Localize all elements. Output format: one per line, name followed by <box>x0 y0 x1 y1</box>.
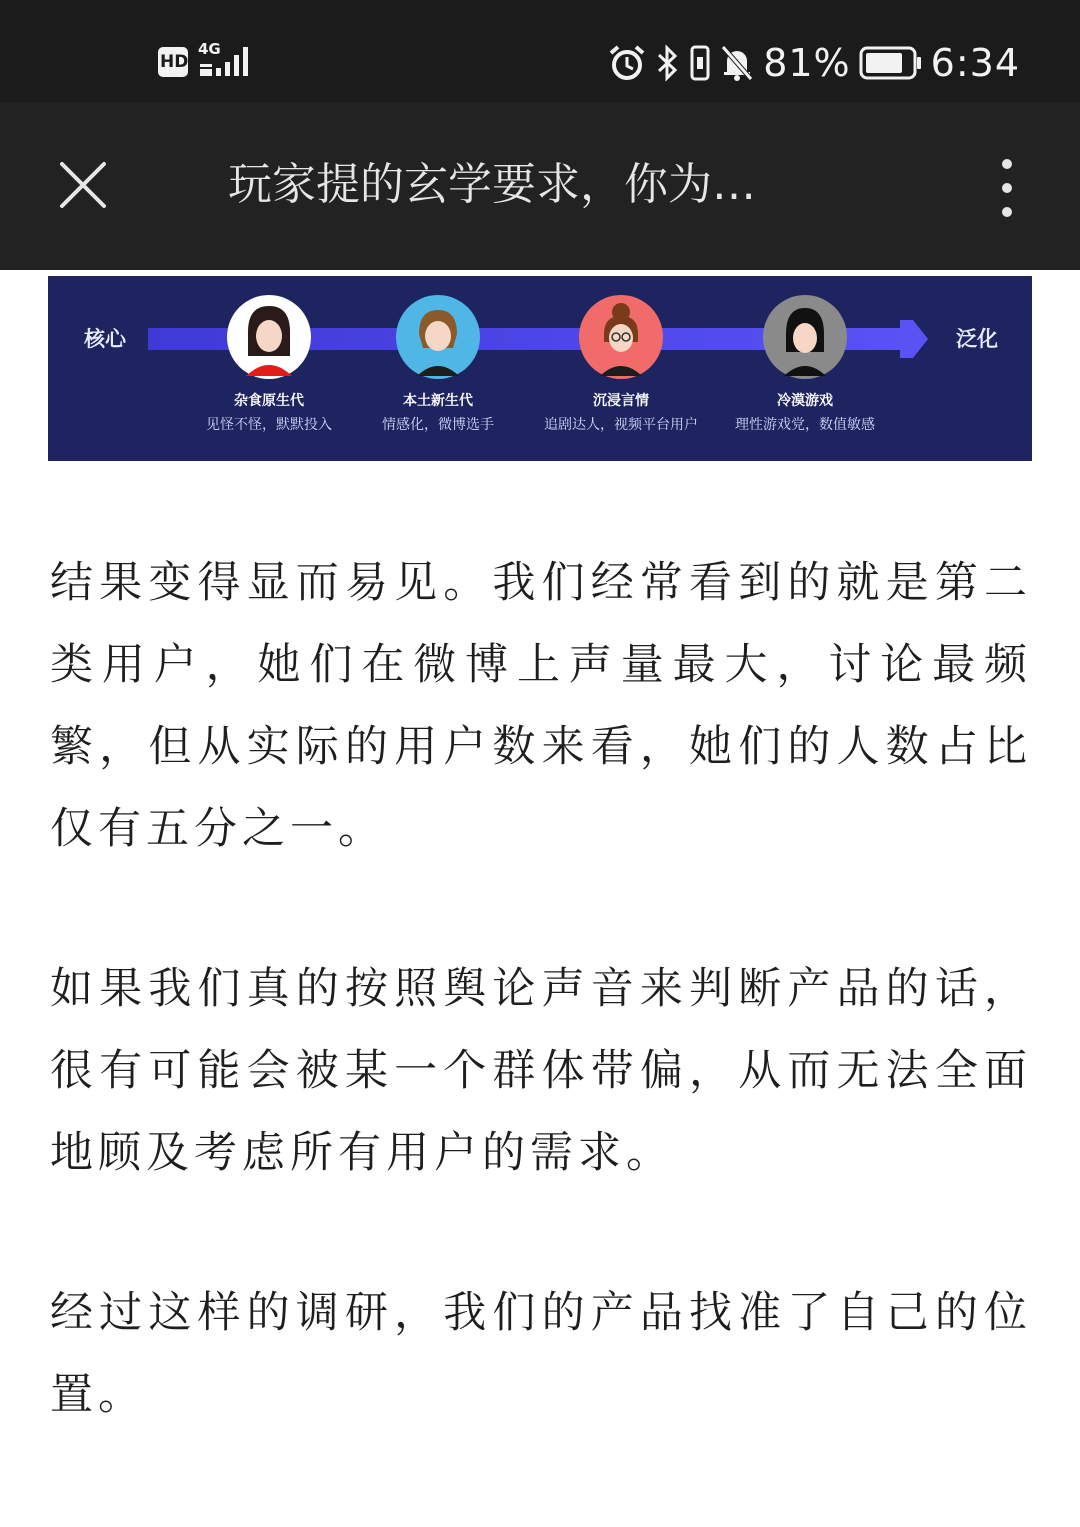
bluetooth-icon <box>655 43 681 83</box>
status-right-group <box>607 40 1020 86</box>
user-segment-banner <box>48 276 1032 461</box>
persona-avatar-icon <box>226 294 312 380</box>
battery-icon <box>859 45 923 81</box>
more-vertical-icon[interactable] <box>986 154 1028 224</box>
persona-desc: 理性游戏党，数值敏感 <box>735 417 875 433</box>
persona-card <box>526 294 716 434</box>
article-paragraph: 经过这样的调研，我们的产品找准了自己的位置。 <box>50 1288 1032 1420</box>
persona-avatar-icon <box>578 294 664 380</box>
persona-avatar-icon <box>395 294 481 380</box>
persona-desc: 追剧达人，视频平台用户 <box>544 417 698 433</box>
persona-avatar-icon <box>762 294 848 380</box>
battery-percent: 81% <box>763 41 851 85</box>
persona-name: 本土新生代 <box>403 393 473 409</box>
close-icon[interactable] <box>52 154 114 216</box>
hd-badge: HD <box>158 47 188 77</box>
article-paragraph: 结果变得显而易见。我们经常看到的就是第二类用户，她们在微博上声量最大，讨论最频繁，但从实际的用户数来看，她们的人数占比仅有五分之一。 <box>50 558 1032 854</box>
status-bar <box>0 0 1080 102</box>
signal-icon <box>198 40 258 78</box>
vibrate-icon <box>689 43 711 83</box>
persona-name: 冷漠游戏 <box>777 393 833 409</box>
clock-time: 6:34 <box>930 41 1020 85</box>
persona-desc: 见怪不怪，默默投入 <box>206 417 332 433</box>
persona-card <box>174 294 364 434</box>
persona-card <box>343 294 533 434</box>
banner-right-label: 泛化 <box>956 327 998 351</box>
persona-card <box>710 294 900 434</box>
persona-name: 杂食原生代 <box>234 393 304 409</box>
persona-name: 沉浸言情 <box>593 393 649 409</box>
mute-bell-icon <box>719 43 755 83</box>
app-bar <box>0 102 1080 270</box>
persona-desc: 情感化，微博选手 <box>382 417 494 433</box>
article-body <box>50 542 1032 1436</box>
network-type-label: 4G <box>198 40 221 58</box>
alarm-icon <box>607 43 647 83</box>
banner-left-label: 核心 <box>84 327 126 351</box>
article-paragraph: 如果我们真的按照舆论声音来判断产品的话，很有可能会被某一个群体带偏，从而无法全面地顾及考虑所有用户的需求。 <box>50 964 1032 1178</box>
page-title: 玩家提的玄学要求，你为… <box>228 159 756 210</box>
